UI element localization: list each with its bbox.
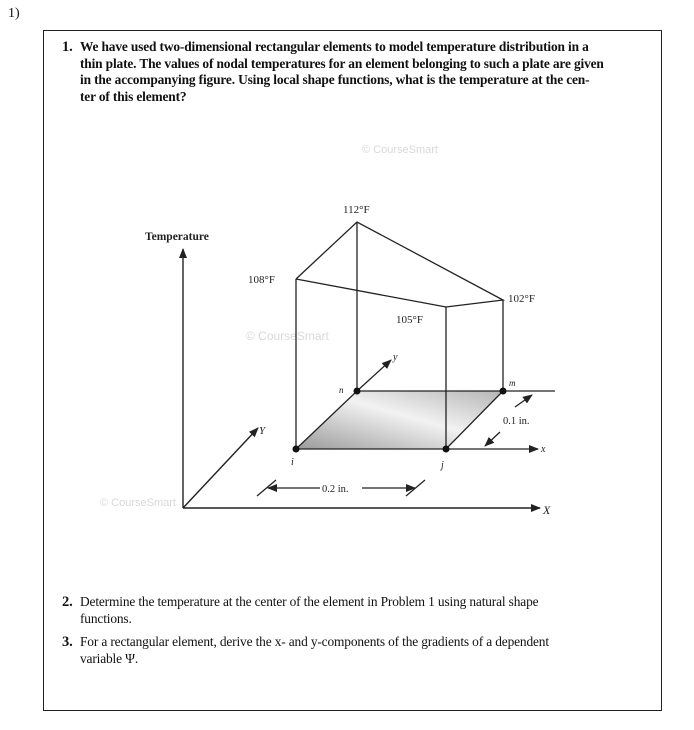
global-y-axis [183,428,258,508]
problem-number: 3. [62,634,73,650]
temperature-n-label: 112°F [343,204,370,216]
node-i-label: i [291,457,294,468]
temperature-surface [296,222,503,307]
local-x-label: x [541,444,546,455]
watermark: © CourseSmart [246,329,329,343]
problem-text-line: We have used two-dimensional rectangular elements to model temperature distribution in a [80,39,589,54]
node-n [354,388,361,395]
element-plate [296,391,503,449]
node-m [500,388,507,395]
temperature-m-label: 102°F [508,293,536,305]
node-j-label: j [441,460,444,471]
problem-number: 2. [62,594,73,610]
node-j [443,446,450,453]
problem-text-line: Determine the temperature at the center of the element in Problem 1 using natural shape [80,594,539,609]
temperature-i-label: 108°F [248,274,276,286]
temperature-axis-label: Temperature [145,231,209,243]
question-label: 1) [8,6,20,21]
dimension-arrow [485,432,500,446]
node-i [293,446,300,453]
node-m-label: m [509,378,516,388]
dimension-arrow [515,395,532,407]
global-x-label: X [543,503,551,517]
watermark: © CourseSmart [100,497,176,509]
problem-text-line: For a rectangular element, derive the x- and y-components of the gradients of a dependent [80,634,549,649]
local-y-label: y [393,352,398,363]
problem-text-line: ter of this element? [80,88,187,104]
global-y-label: Y [259,425,266,437]
problem-text-line: in the accompanying figure. Using local shape functions, what is the temperature at the cen- [80,72,590,88]
node-n-label: n [339,385,344,395]
problem-text-line: functions. [80,610,132,626]
temperature-j-label: 105°F [396,314,424,326]
problem-text-line: thin plate. The values of nodal temperatures for an element belonging to such a plate are given [80,55,604,71]
height-dimension-label: 0.1 in. [503,416,530,427]
local-y-axis [357,360,391,391]
width-dimension-label: 0.2 in. [322,484,349,495]
problem-text-line: variable Ψ. [80,650,139,666]
watermark: © CourseSmart [362,144,438,156]
problem-number: 1. [62,39,73,55]
